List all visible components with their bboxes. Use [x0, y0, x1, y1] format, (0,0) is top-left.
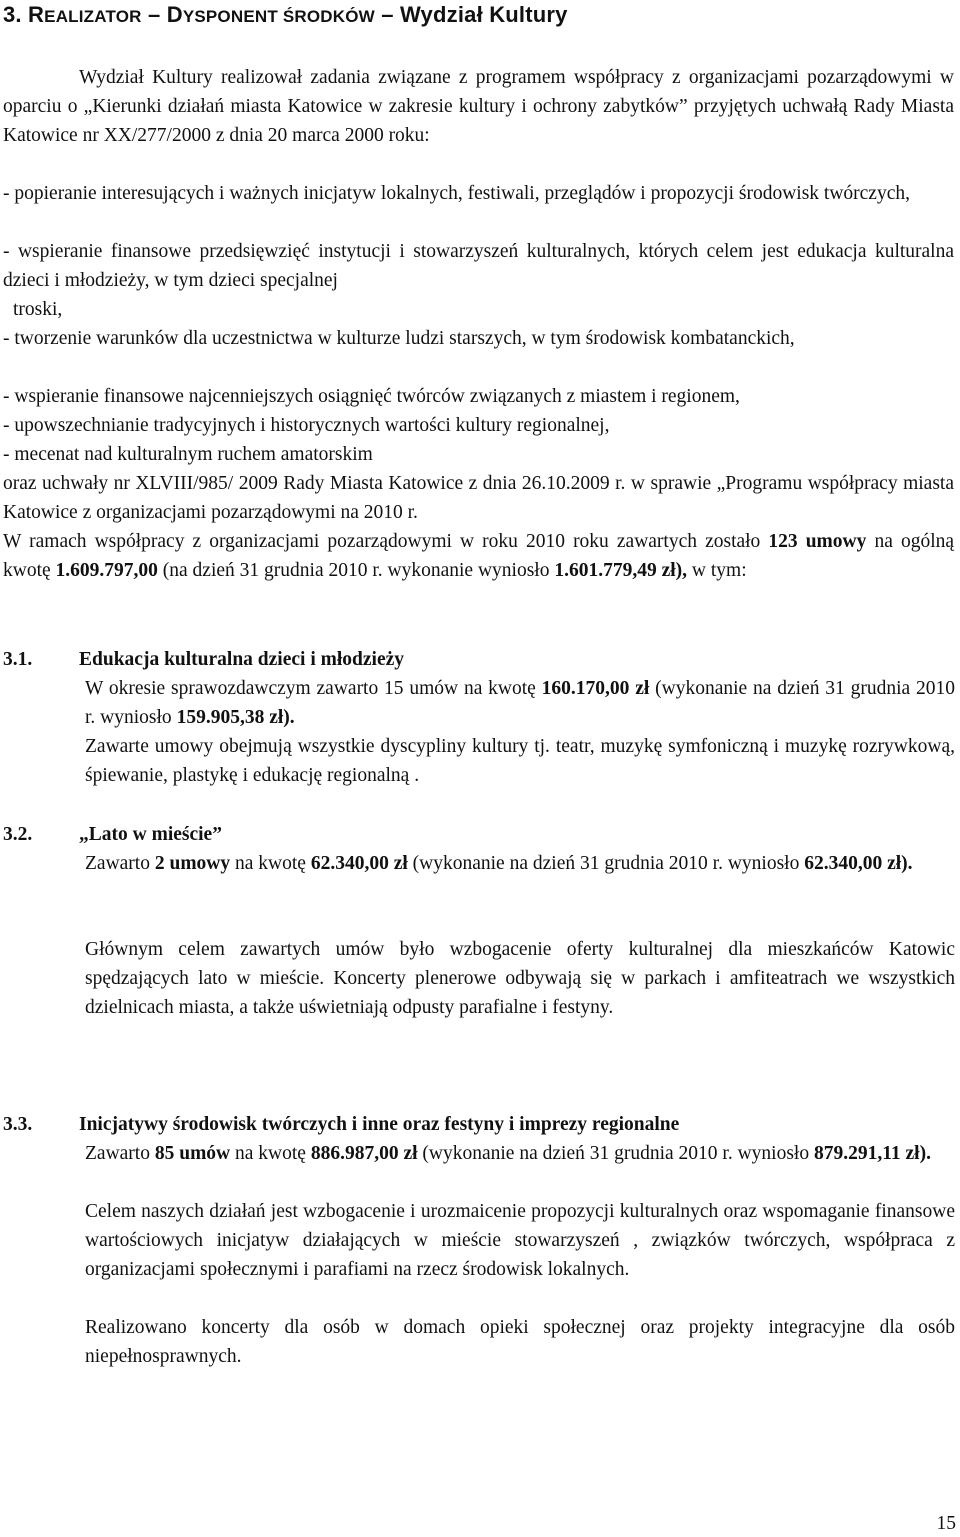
page-number: 15: [936, 1513, 956, 1534]
intro-paragraph: Wydział Kultury realizował zadania związane z programem współpracy z organizacjami pozarządowymi w oparciu o „Kierunki działań miasta Katowice w zakresie kultury i ochrony zabytków” przyjętych uchwałą Rady Miasta Katowice nr XX/277/2000 z dnia 20 marca 2000 roku:: [3, 67, 954, 146]
summary-executed: 1.601.779,49 zł),: [554, 560, 688, 581]
executed: 159.905,38 zł).: [176, 707, 295, 728]
section-3-3-title: Inicjatywy środowisk twórczych i inne oraz festyny i imprezy regionalne: [79, 1114, 680, 1135]
executed: 62.340,00 zł).: [804, 853, 913, 874]
summary-text: na ogólną kwotę: [3, 531, 955, 581]
bullet-item-continued: troski,: [13, 299, 63, 320]
section-3-1-number: 3.1.: [3, 649, 33, 670]
contracts: 2 umowy: [154, 853, 231, 874]
executed: 879.291,11 zł).: [813, 1143, 931, 1164]
section-3-2-contracts: [85, 849, 955, 878]
text: na kwotę: [230, 1143, 311, 1164]
summary-contracts: 123 umowy: [768, 531, 867, 552]
text: Zawarto: [85, 853, 155, 874]
section-3-2-description: Głównym celem zawartych umów było wzbogacenie oferty kulturalnej dla mieszkańców Katowic spędzających lato w mieście. Koncerty plenerowe odbywają się w parkach i amfiteatrach we wszystkich dzielnicach miasta, a także uświetniają odpusty parafialne i festyny.: [85, 939, 955, 1018]
heading-dash: – D: [141, 2, 183, 27]
section-3-1-contracts: [85, 674, 955, 732]
text: Zawarto: [85, 1143, 155, 1164]
text: (wykonanie na dzień 31 grudnia 2010 r. wyniosło: [417, 1143, 814, 1164]
section-3-3-contracts: [85, 1139, 955, 1168]
summary-text: w tym:: [687, 560, 747, 581]
heading-smallcaps-1: EALIZATOR: [44, 7, 142, 26]
text: W okresie sprawozdawczym zawarto 15 umów na kwotę: [85, 678, 542, 699]
bullet-item: - wspieranie finansowe przedsięwzięć instytucji i stowarzyszeń kulturalnych, których celem jest edukacja kulturalna dzieci i młodzieży, w tym dzieci specjalnej: [3, 241, 954, 291]
section-3-3-concerts: Realizowano koncerty dla osób w domach opieki społecznej oraz projekty integracyjne dla osób niepełnosprawnych.: [85, 1317, 955, 1367]
bullet-item: - wspieranie finansowe najcenniejszych osiągnięć twórców związanych z miastem i regionem,: [3, 386, 740, 407]
amount: 886.987,00 zł: [310, 1143, 418, 1164]
heading-rest: – Wydział Kultury: [374, 2, 568, 27]
text: (wykonanie na dzień 31 grudnia 2010 r. wyniosło: [85, 678, 955, 728]
text: na kwotę: [230, 853, 311, 874]
section-3-2-number: 3.2.: [3, 824, 33, 845]
section-3-1-description: Zawarte umowy obejmują wszystkie dyscypliny kultury tj. teatr, muzykę symfoniczną i muzykę rozrywkową, śpiewanie, plastykę i edukację regionalną .: [85, 736, 955, 786]
summary-text: (na dzień 31 grudnia 2010 r. wykonanie wyniosło: [157, 560, 555, 581]
bullet-item: - mecenat nad kulturalnym ruchem amatorskim: [3, 444, 373, 465]
section-3-2-title: „Lato w mieście”: [79, 824, 222, 845]
summary-paragraph: [3, 527, 954, 585]
text: (wykonanie na dzień 31 grudnia 2010 r. wyniosło: [407, 853, 805, 874]
section-heading: [3, 2, 954, 30]
contracts: 85 umów: [154, 1143, 231, 1164]
amount: 160.170,00 zł: [541, 678, 650, 699]
section-3-3-description: Celem naszych działań jest wzbogacenie i urozmaicenie propozycji kulturalnych oraz wspomaganie finansowe wartościowych inicjatyw działających w mieście stowarzyszeń , związków twórczych, współpraca z organizacjami społecznymi i parafiami na rzecz środowisk lokalnych.: [85, 1201, 955, 1280]
summary-text: W ramach współpracy z organizacjami pozarządowymi w roku 2010 roku zawartych zostało: [3, 531, 769, 552]
summary-amount: 1.609.797,00: [55, 560, 158, 581]
bullet-item: - upowszechnianie tradycyjnych i historycznych wartości kultury regionalnej,: [3, 415, 610, 436]
bullet-item: - tworzenie warunków dla uczestnictwa w kulturze ludzi starszych, w tym środowisk kombatanckich,: [3, 328, 795, 349]
resolution-paragraph: oraz uchwały nr XLVIII/985/ 2009 Rady Miasta Katowice z dnia 26.10.2009 r. w sprawie „Programu współpracy miasta Katowice z organizacjami pozarządowymi na 2010 r.: [3, 473, 954, 523]
bullet-item: - popieranie interesujących i ważnych inicjatyw lokalnych, festiwali, przeglądów i propozycji środowisk twórczych,: [3, 183, 910, 204]
amount: 62.340,00 zł: [310, 853, 408, 874]
heading-number: 3. R: [3, 2, 45, 27]
heading-smallcaps-2: YSPONENT ŚRODKÓW: [182, 7, 375, 26]
section-3-3-number: 3.3.: [3, 1114, 33, 1135]
section-3-1-title: Edukacja kulturalna dzieci i młodzieży: [79, 649, 405, 670]
